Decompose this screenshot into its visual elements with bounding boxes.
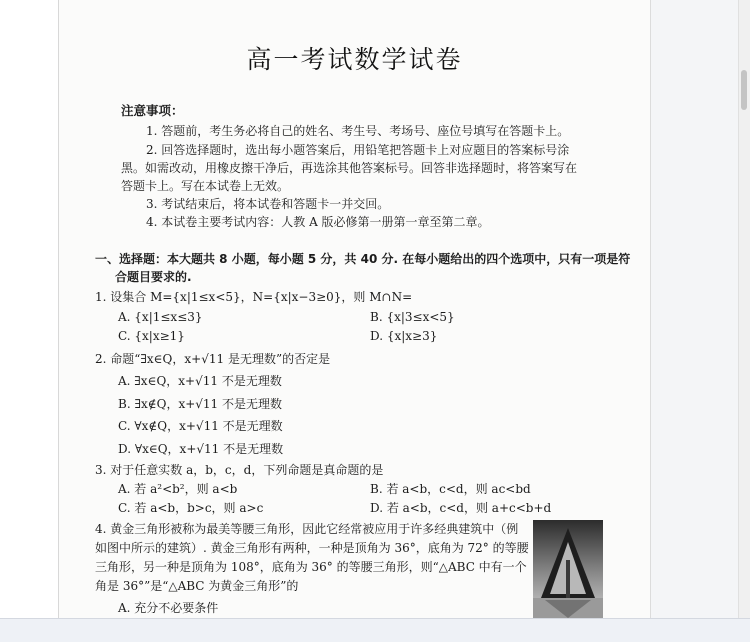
bottom-status-bar (0, 618, 750, 642)
q2-option-b: B. ∃x∉Q，x+√11 不是无理数 (118, 397, 282, 411)
q3-option-d: D. 若 a<b，c<d，则 a+c<b+d (370, 501, 552, 515)
q4-option-a: A. 充分不必要条件 (118, 601, 219, 615)
notice-heading: 注意事项： (121, 103, 184, 118)
scrollbar-thumb[interactable] (741, 70, 747, 110)
viewer-left-margin (0, 0, 58, 618)
q4-line-3: 三角形，另一种是顶角为 108°，底角为 36° 的等腰三角形，则“△ABC 中有一个 (95, 560, 527, 574)
q1-option-d: D. {x|x≥3} (370, 329, 438, 343)
section-heading-cont: 合题目要求的. (115, 270, 192, 284)
q3-stem: 3. 对于任意实数 a，b，c，d，下列命题是真命题的是 (95, 463, 384, 477)
q1-option-c: C. {x|x≥1} (118, 329, 185, 343)
q4-line-2: 如图中所示的建筑）. 黄金三角形有两种，一种是顶角为 36°，底角为 72° 的等腰 (95, 541, 529, 555)
q1-stem: 1. 设集合 M={x|1≤x<5}，N={x|x−3≥0}，则 M∩N= (95, 290, 413, 304)
q3-option-c: C. 若 a<b，b>c，则 a>c (118, 501, 264, 515)
viewer-right-panel (650, 0, 739, 618)
document-page (59, 0, 650, 618)
q4-line-1: 4. 黄金三角形被称为最美等腰三角形，因此它经常被应用于许多经典建筑中（例 (95, 522, 519, 536)
notice-item-4: 4. 本试卷主要考试内容：人教 A 版必修第一册第一章至第二章。 (146, 215, 490, 229)
notice-item-2-cont: 黑。如需改动，用橡皮擦干净后，再选涂其他答案标号。回答非选择题时，将答案写在 (121, 161, 578, 175)
q3-option-a: A. 若 a²<b²，则 a<b (118, 482, 238, 496)
q2-option-d: D. ∀x∈Q，x+√11 不是无理数 (118, 442, 284, 456)
notice-item-2-cont2: 答题卡上。写在本试卷上无效。 (121, 179, 290, 193)
page-title: 高一考试数学试卷 (246, 45, 463, 74)
q4-line-4: 角是 36°”是“△ABC 为黄金三角形”的 (95, 579, 299, 593)
q3-option-b: B. 若 a<b，c<d，则 ac<bd (370, 482, 531, 496)
notice-item-2: 2. 回答选择题时，选出每小题答案后，用铅笔把答题卡上对应题目的答案标号涂 (146, 143, 570, 157)
q1-option-b: B. {x|3≤x<5} (370, 310, 455, 324)
q2-option-a: A. ∃x∈Q，x+√11 不是无理数 (118, 374, 282, 388)
q1-option-a: A. {x|1≤x≤3} (118, 310, 203, 324)
notice-item-1: 1. 答题前，考生务必将自己的姓名、考生号、考场号、座位号填写在答题卡上。 (146, 124, 570, 138)
q2-option-c: C. ∀x∉Q，x+√11 不是无理数 (118, 419, 283, 433)
section-heading: 一、选择题：本大题共 8 小题，每小题 5 分，共 40 分. 在每小题给出的四个选项中，只有一项是符 (95, 252, 631, 266)
q2-stem: 2. 命题“∃x∈Q，x+√11 是无理数”的否定是 (95, 352, 331, 366)
notice-item-3: 3. 考试结束后，将本试卷和答题卡一并交回。 (146, 197, 390, 211)
golden-triangle-building-photo (533, 520, 603, 618)
